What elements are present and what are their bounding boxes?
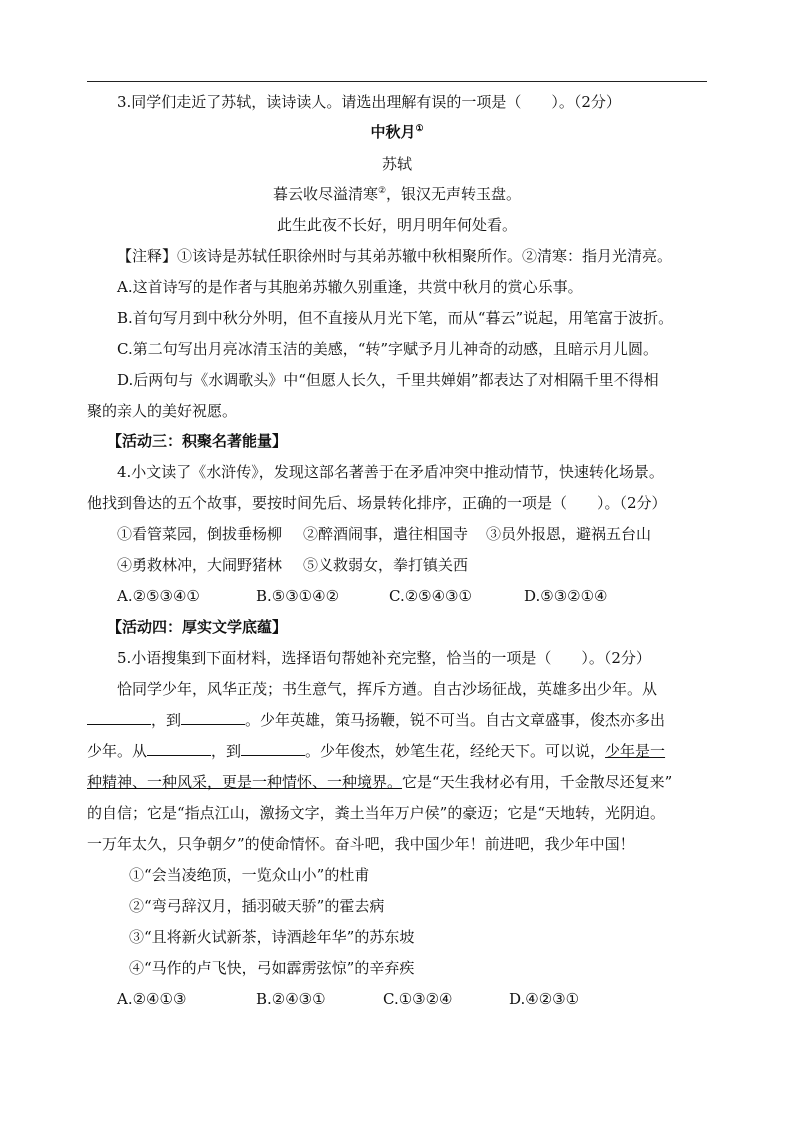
q4-option-b: B.⑤③①④② [256,587,340,605]
q3-stem: 3.同学们走近了苏轼，读诗读人。请选出理解有误的一项是（ ）。（2分） [117,93,621,111]
q5-choice-4: ④“马作的卢飞快，弓如霹雳弦惊”的辛弃疾 [129,959,415,977]
poem-title-note: ① [415,124,424,134]
activity-4-heading: 【活动四：厚实文学底蕴】 [107,618,288,636]
q5-passage-line-3: 少年。从 ，到 。少年俊杰，妙笔生花，经纶天下。可以说，少年是一 [87,742,666,760]
fill-blank [181,710,245,725]
q5-passage-line-6: 一万年太久，只争朝夕”的使命情怀。奋斗吧，我中国少年！前进吧，我少年中国！ [87,835,635,853]
q5-option-d: D.④②③① [509,990,580,1008]
q4-option-a: A.②⑤③④① [117,587,200,605]
poem-line-1: 暮云收尽溢清寒②，银汉无声转玉盘。 [272,185,522,203]
q5-option-b: B.②④③① [256,990,326,1008]
q4-option-c: C.②⑤④③① [389,587,472,605]
q4-stem-1: 4.小文读了《水浒传》，发现这部名著善于在矛盾冲突中推动情节，快速转化场景。 [117,463,664,481]
q5-choice-2: ②“弯弓辞汉月，插羽破天骄”的霍去病 [129,897,385,915]
q4-item-1: ①看管菜园，倒拔垂杨柳 [117,525,283,543]
q3-option-c: C.第二句写出月亮冰清玉洁的美感，“转”字赋予月儿神奇的动感，且暗示月儿圆。 [117,340,659,358]
q5-passage-line-1: 恰同学少年，风华正茂；书生意气，挥斥方遒。自古沙场征战，英雄多出少年。从 [117,680,658,698]
q5-passage-line-2: ，到 。少年英雄，策马扬鞭，锐不可当。自古文章盛事，俊杰亦多出 [87,710,665,730]
q3-option-d: D.后两句与《水调歌头》中“但愿人长久，千里共婵娟”都表达了对相隔千里不得相 [117,371,659,389]
q4-item-2: ②醉酒闹事，遣往相国寺 [303,525,469,543]
q3-annotation: 【注释】①该诗是苏轼任职徐州时与其弟苏辙中秋相聚所作。②清寒：指月光清亮。 [117,247,673,265]
q4-item-3: ③员外报恩，避祸五台山 [486,525,652,543]
underlined-text: 少年是一 [605,742,666,760]
q4-item-5: ⑤义救弱女，拳打镇关西 [303,556,469,574]
q5-option-a: A.②④①③ [117,990,187,1008]
q5-choice-1: ①“会当凌绝顶，一览众山小”的杜甫 [129,866,370,884]
fill-blank [87,710,151,725]
activity-3-heading: 【活动三：积聚名著能量】 [107,432,288,450]
q3-option-d-cont: 聚的亲人的美好祝愿。 [87,402,238,420]
poem-line-2: 此生此夜不长好，明月明年何处看。 [276,216,517,234]
fill-blank [241,741,305,756]
poem-line-1-note: ② [377,186,387,196]
fill-blank [147,741,211,756]
q4-item-4: ④勇救林冲，大闹野猪林 [117,556,283,574]
poem-title: 中秋月① [370,123,424,141]
underlined-text: 种精神、一种风采，更是一种情怀、一种境界。 [87,773,403,791]
header-rule [87,81,707,82]
q4-option-d: D.⑤③②①④ [524,587,608,605]
q5-choice-3: ③“且将新火试新茶，诗酒趁年华”的苏东坡 [129,928,415,946]
q3-option-b: B.首句写月到中秋分外明，但不直接从月光下笔，而从“暮云”说起，用笔富于波折。 [117,309,674,327]
q5-passage-line-4: 种精神、一种风采，更是一种情怀、一种境界。它是“天生我材必有用，千金散尽还复来” [87,773,673,791]
q5-stem: 5.小语搜集到下面材料，选择语句帮她补充完整，恰当的一项是（ ）。（2分） [117,649,651,667]
q5-option-c: C.①③②④ [383,990,453,1008]
q3-option-a: A.这首诗写的是作者与其胞弟苏辙久别重逢，共赏中秋月的赏心乐事。 [117,278,583,296]
poem-author: 苏轼 [381,155,412,173]
q5-passage-line-5: 的自信；它是“指点江山，激扬文字，粪土当年万户侯”的豪迈；它是“天地转，光阴迫。 [87,804,666,822]
q4-stem-2: 他找到鲁达的五个故事，要按时间先后、场景转化排序，正确的一项是（ ）。（2分） [87,494,667,512]
